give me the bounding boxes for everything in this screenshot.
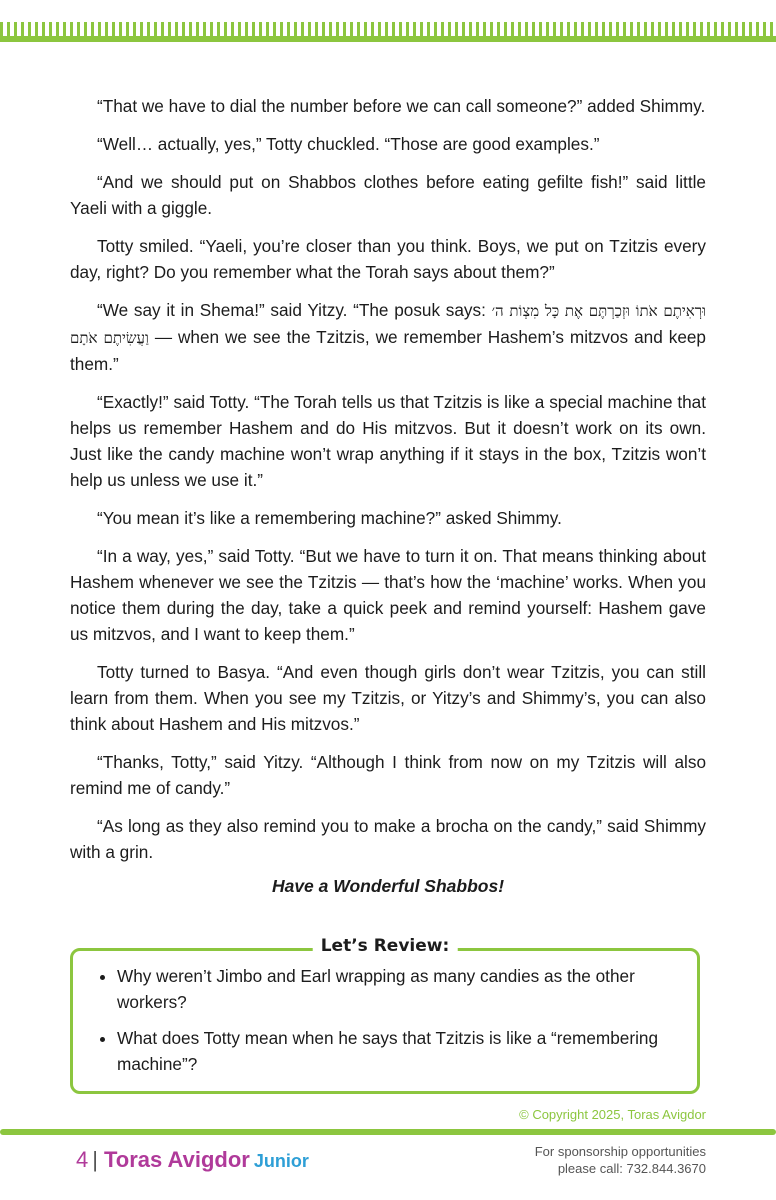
review-question-list — [73, 951, 697, 1077]
page-number: 4 — [76, 1147, 89, 1172]
footer-branding — [76, 1146, 309, 1175]
review-question: • Why weren’t Jimbo and Earl wrapping as many candies as the other workers? — [117, 963, 683, 1015]
hebrew-posuk: וּרְאִיתֶם אֹתוֹ וּזְכַרְתֶּם אֶת כָּל מִצְוֹת ה׳ וַעֲשִׂיתֶם אֹתָם — [70, 302, 706, 347]
closing-greeting: Have a Wonderful Shabbos! — [271, 876, 505, 896]
copyright-notice: © Copyright 2025, Toras Avigdor — [519, 1107, 706, 1122]
story-paragraph: “In a way, yes,” said Totty. “But we have to turn it on. That means thinking about Hashem whenever we see the Tzitzis — that’s how the ‘machine’ works. When you notice them during the day, take a quick peek and remind yourself: Hashem gave us mitzvos, and I want to keep them.” — [70, 546, 706, 644]
story-text — [70, 93, 706, 877]
review-box — [70, 936, 700, 1094]
paragraph-text-before: “We say it in Shema!” said Yitzy. “The posuk says: — [97, 300, 492, 320]
sponsorship-phone: please call: 732.844.3670 — [557, 1161, 706, 1176]
story-paragraph: “Well… actually, yes,” Totty chuckled. “Those are good examples.” — [97, 134, 600, 154]
story-paragraph: “As long as they also remind you to make a brocha on the candy,” said Shimmy with a grin. — [70, 816, 706, 862]
footer-separator: | — [92, 1147, 98, 1172]
review-question: • What does Totty mean when he says that Tzitzis is like a “remembering machine”? — [117, 1025, 683, 1077]
paragraph-text-after: — when we see the Tzitzis, we remember Hashem’s mitzvos and keep them.” — [70, 327, 706, 374]
footer-divider — [0, 1129, 776, 1135]
story-paragraph: “And we should put on Shabbos clothes before eating gefilte fish!” said little Yaeli with a giggle. — [70, 172, 706, 218]
top-decorative-stripe — [0, 22, 776, 42]
brand-name: Toras Avigdor — [103, 1147, 250, 1172]
story-paragraph: “Thanks, Totty,” said Yitzy. “Although I think from now on my Tzitzis will also remind me of candy.” — [70, 752, 706, 798]
sponsorship-info — [535, 1143, 706, 1177]
story-paragraph: Totty turned to Basya. “And even though girls don’t wear Tzitzis, you can still learn from them. When you see my Tzitzis, or Yitzy’s and Shimmy’s, you can also think about Hashem and His mitzvos.” — [70, 662, 706, 734]
brand-subtitle: Junior — [253, 1151, 309, 1171]
story-paragraph: “Exactly!” said Totty. “The Torah tells us that Tzitzis is like a special machine that helps us remember Hashem and do His mitzvos. But it doesn’t work on its own. Just like the candy machine won’t wrap anything if it stays in the box, Tzitzis won’t help us unless we use it.” — [70, 392, 706, 490]
sponsorship-line: For sponsorship opportunities — [534, 1144, 706, 1159]
review-title: Let’s Review: — [313, 936, 458, 956]
story-paragraph: “That we have to dial the number before we can call someone?” added Shimmy. — [97, 96, 706, 116]
story-paragraph: “You mean it’s like a remembering machine?” asked Shimmy. — [97, 508, 562, 528]
story-paragraph-with-hebrew — [70, 297, 706, 377]
story-paragraph: Totty smiled. “Yaeli, you’re closer than you think. Boys, we put on Tzitzis every day, right? Do you remember what the Torah says about them?” — [70, 236, 706, 282]
